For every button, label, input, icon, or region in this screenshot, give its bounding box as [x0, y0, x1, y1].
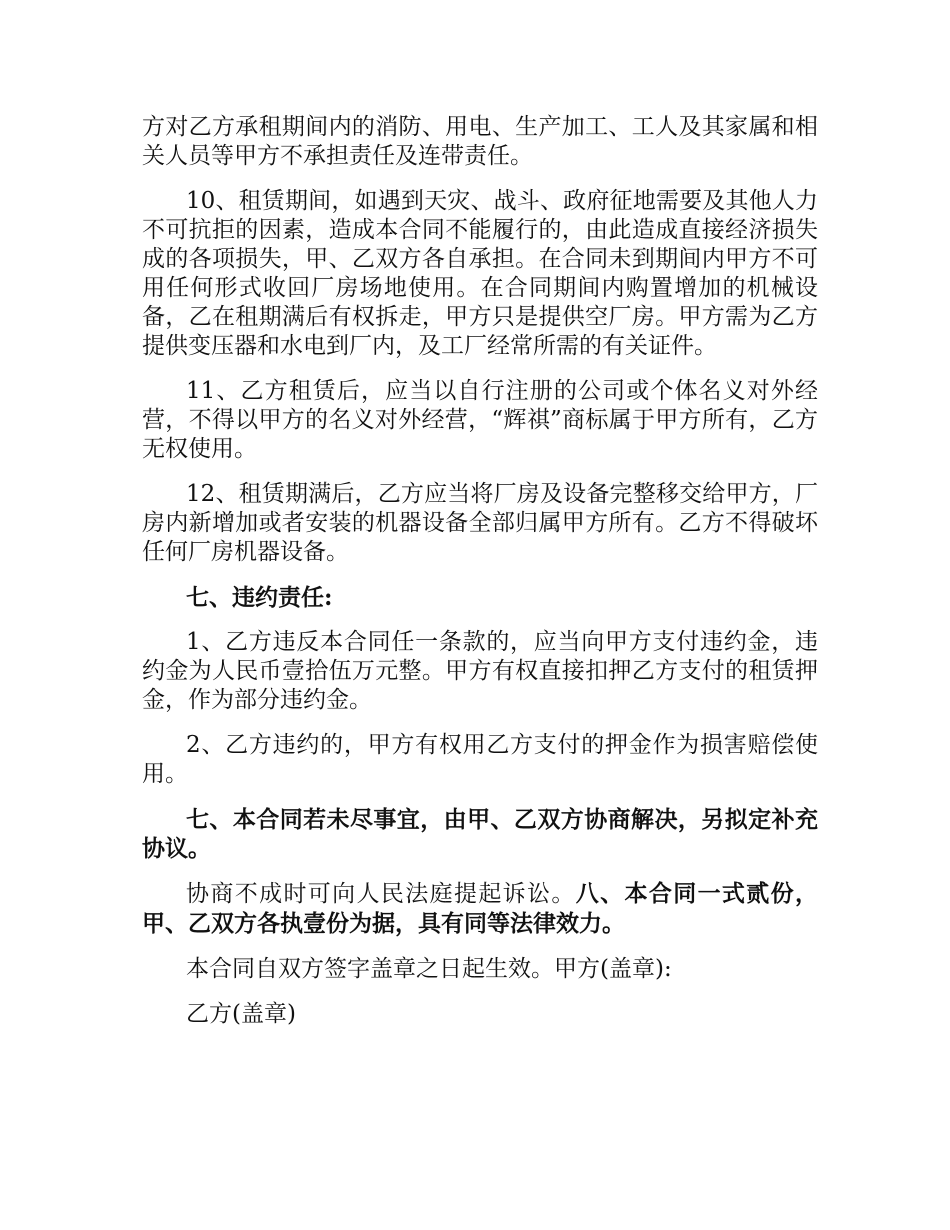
clause-10: 10、租赁期间，如遇到天灾、战斗、政府征地需要及其他人力不可抗拒的因素，造成本合同不能履行的，由此造成直接经济损失成的各项损失，甲、乙双方各自承担。在合同未到期间内甲方不可用任何形式收回厂房场地使用。在合同期间内购置增加的机械设备，乙在租期满后有权拆走，甲方只是提供空厂房。甲方需为乙方提供变压器和水电到厂内，及工厂经常所需的有关证件。 [142, 188, 818, 359]
litigation-text: 协商不成时可向人民法庭提起诉讼。 [186, 881, 576, 907]
clause-11: 11、乙方租赁后，应当以自行注册的公司或个体名义对外经营，不得以甲方的名义对外经营，“辉祺”商标属于甲方所有，乙方无权使用。 [142, 378, 818, 462]
breach-clause-1: 1、乙方违反本合同任一条款的，应当向甲方支付违约金，违约金为人民币壹拾伍万元整。甲方有权直接扣押乙方支付的租赁押金，作为部分违约金。 [142, 629, 818, 713]
section-heading-supplement: 七、本合同若未尽事宜，由甲、乙双方协商解决，另拟定补充协议。 [142, 806, 818, 862]
paragraph-fire-safety: 方对乙方承租期间内的消防、用电、生产加工、工人及其家属和相关人员等甲方不承担责任及连带责任。 [142, 114, 818, 169]
paragraph-effective: 本合同自双方签字盖章之日起生效。甲方(盖章): [186, 956, 672, 982]
clause-12: 12、租赁期满后，乙方应当将厂房及设备完整移交给甲方，厂房内新增加或者安装的机器设备全部归属甲方所有。乙方不得破坏任何厂房机器设备。 [142, 481, 818, 565]
section-heading-breach: 七、违约责任: [186, 584, 333, 611]
signature-party-b: 乙方(盖章) [186, 1001, 296, 1027]
section-heading-copies: 八、本合同一式贰份，甲、乙双方各执壹份为据，具有同等法律效力。 [142, 880, 819, 937]
document-page [142, 113, 818, 1045]
paragraph-litigation [142, 879, 818, 939]
breach-clause-2: 2、乙方违约的，甲方有权用乙方支付的押金作为损害赔偿使用。 [142, 732, 818, 787]
